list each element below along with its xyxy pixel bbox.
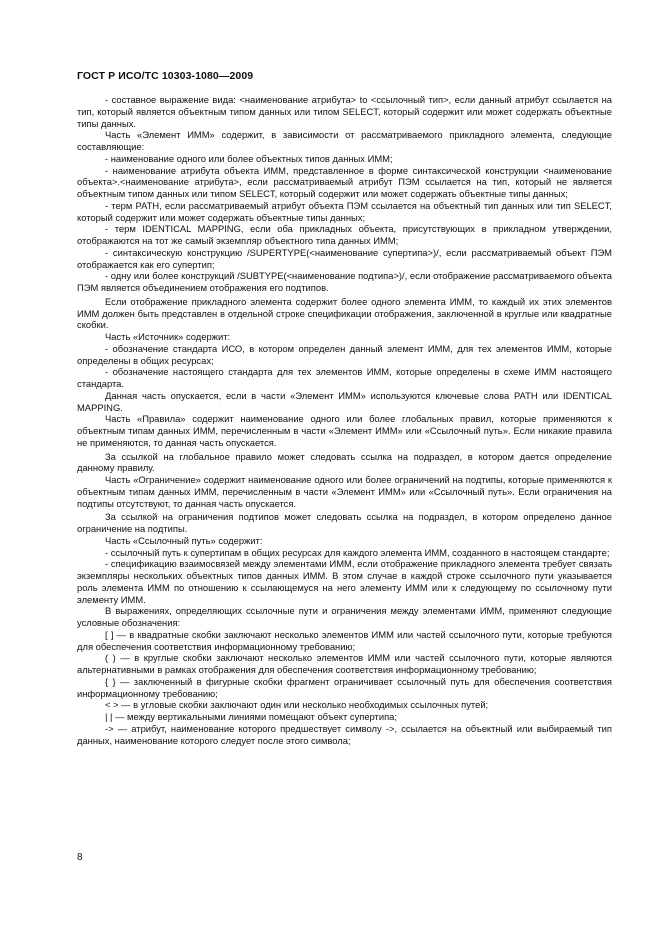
list-item-iso-designation: - обозначение стандарта ИСО, в котором определен данный элемент ИММ, для тех элементов ИММ, которые определены в общих ресурсах;: [77, 342, 612, 366]
paragraph-aim-element-part: Часть «Элемент ИММ» содержит, в зависимости от рассматриваемого прикладного элемента, следующие составляющие:: [77, 129, 612, 152]
list-item-entity-names: - наименование одного или более объектных типов данных ИММ;: [105, 152, 393, 164]
paragraph-compound-expression: - составное выражение вида: <наименование атрибута> to <ссылочный тип>, если данный атрибут ссылается на тип, который является объектным типом данных или типом SELECT, который содержит или может содержать объектные типы данных.: [77, 94, 612, 129]
paragraph-rules-part: Часть «Правила» содержит наименование одного или более глобальных правил, которые применяются к объектным типам данных ИММ, перечисленным в части «Элемент ИММ» или «Ссылочный путь». Если никакие правила не применяются, то данная часть опускается.: [77, 413, 612, 448]
paragraph-source-part: Часть «Источник» содержит:: [105, 331, 231, 342]
notation-vertical-bars: | | — между вертикальными линиями помещают объект супертипа;: [105, 711, 397, 722]
body-text: [77, 94, 612, 746]
paragraph-global-rule-ref: За ссылкой на глобальное правило может следовать ссылка на подраздел, в котором дается определение данному правилу.: [77, 450, 612, 474]
notation-square-brackets: [ ] — в квадратные скобки заключают несколько элементов ИММ или частей ссылочного пути, которые требуются для обеспечения соответствия информационному требованию;: [77, 628, 612, 652]
page-header-standard-code: ГОСТ Р ИСО/ТС 10303-1080—2009: [77, 70, 254, 82]
notation-arrow: -> — атрибут, наименование которого предшествует символу ->, ссылается на объектный или выбираемый тип данных, наименование которого следует после этого символа;: [77, 722, 612, 746]
notation-curly-braces: { } — заключенный в фигурные скобки фрагмент ограничивает ссылочный путь для обеспечения соответствия информационному требованию;: [77, 675, 612, 699]
notation-round-brackets: ( ) — в круглые скобки заключают несколько элементов ИММ или частей ссылочного пути, которые являются альтернативными в рамках отображения для обеспечения соответствия информационному требованию;: [77, 652, 612, 675]
list-item-subtype: - одну или более конструкций /SUBTYPE(<наименование подтипа>)/, если отображение рассматриваемого объекта ПЭМ является объединением отображения его подтипов.: [77, 270, 612, 293]
list-item-supertype: - синтаксическую конструкцию /SUPERTYPE(<наименование супертипа>)/, если рассматриваемый объект ПЭМ отображается как его супертип;: [77, 246, 612, 270]
paragraph-subtype-constraint-ref: За ссылкой на ограничения подтипов может следовать ссылка на подраздел, в котором определено данное ограничение на подтипы.: [77, 511, 612, 534]
list-item-supertype-path: - ссылочный путь к супертипам в общих ресурсах для каждого элемента ИММ, созданного в настоящем стандарте;: [105, 546, 610, 558]
list-item-attribute-name: - наименование атрибута объекта ИММ, представленное в форме синтаксической конструкции <наименование объекта>.<наименование атрибута>, если рассматриваемый атрибут ПЭМ ссылается на тип, который не является объектным типом данных или типом SELECT, который содержит или может содержать объектные типы данных;: [77, 164, 612, 199]
paragraph-source-omitted: Данная часть опускается, если в части «Элемент ИММ» используются ключевые слова PATH или IDENTICAL MAPPING.: [77, 389, 612, 413]
notation-angle-brackets: < > — в угловые скобки заключают один или несколько необходимых ссылочных путей;: [105, 699, 489, 711]
paragraph-restriction-part: Часть «Ограничение» содержит наименование одного или более ограничений на подтипы, которые применяются к объектным типам данных ИММ, перечисленным в части «Элемент ИММ» или «Ссылочный путь». Если ограничения на подтипы отсутствуют, то данная часть опускается.: [77, 474, 612, 509]
list-item-this-standard: - обозначение настоящего стандарта для тех элементов ИММ, которые определены в схеме ИММ настоящего стандарта.: [77, 366, 612, 389]
list-item-relationship-spec: - спецификацию взаимосвязей между элементами ИММ, если отображение прикладного элемента требует связать экземпляры нескольких объектных типов данных ИММ. В этом случае в каждой строке ссылочного пути указывается роль элемента ИММ по отношению к ссылающемуся на него элементу ИММ или к следующему по ссылочному пути элементу ИММ.: [77, 558, 612, 605]
paragraph-reference-path-part: Часть «Ссылочный путь» содержит:: [105, 534, 263, 546]
list-item-identical-mapping: - терм IDENTICAL MAPPING, если оба прикладных объекта, присутствующих в прикладном утверждении, отображаются на тот же самый экземпляр объектного типа данных ИММ;: [77, 223, 612, 246]
page-number: 8: [77, 852, 83, 863]
list-item-path-term: - терм PATH, если рассматриваемый атрибут объекта ПЭМ ссылается на объектный тип данных или тип SELECT, который содержит или может содержать объектные типы данных;: [77, 199, 612, 223]
paragraph-multiple-elements: Если отображение прикладного элемента содержит более одного элемента ИММ, то каждый их этих элементов ИММ должен быть представлен в отдельной строке спецификации отображения, заключенной в круглые или квадратные скобки.: [77, 295, 612, 331]
paragraph-notation-intro: В выражениях, определяющих ссылочные пути и ограничения между элементами ИММ, применяют следующие условные обозначения:: [77, 605, 612, 628]
